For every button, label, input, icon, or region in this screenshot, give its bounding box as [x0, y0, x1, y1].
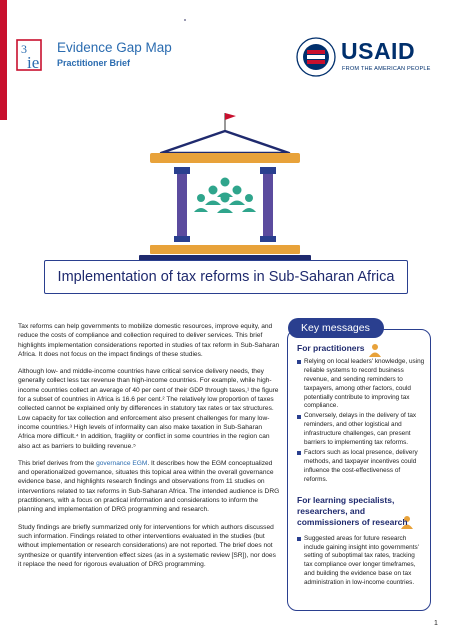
governance-egm-link[interactable]: governance EGM: [96, 459, 148, 467]
group-icon: [194, 178, 256, 214]
key-messages-content: [297, 344, 425, 589]
key-message-item: Relying on local leaders' knowledge, using reliable systems to record business revenue, and sending reminders to taxpayers, among other factors, could potentially contribute to improving tax compliance.: [297, 358, 425, 411]
page-number: 1: [434, 620, 438, 627]
body-text: [18, 322, 280, 577]
3ie-logo: [16, 38, 56, 74]
key-messages-header: Key messages: [288, 318, 384, 338]
body-paragraph: Study findings are briefly summarized only for interventions for which authors discussed such information. Findings related to other interventions evaluated in the studies (but without implementation or research considerations) are not reported. The brief does not synthesize or quantify intervention effect sizes (as in a systematic review [SR]), nor does it replace the need for rigorous evaluation of DRG programming.: [18, 523, 276, 568]
key-message-item: Factors such as local presence, delivery methods, and taxpayer incentives could influence the cost-effectiveness of reforms.: [297, 449, 425, 485]
brief-series-title: Evidence Gap Map: [57, 40, 172, 55]
report-title-banner: [44, 260, 408, 294]
brief-series-subtitle: Practitioner Brief: [57, 58, 131, 68]
research-heading: For learning specialists, researchers, and commissioners of research: [297, 494, 408, 527]
body-paragraph: Tax reforms can help governments to mobilize domestic resources, improve equity, and reduce the costs of compliance and collection required to deliver services. This brief highlights implementation considerations reported in studies of tax reform in Sub-Saharan Africa. It does not focus on the impact findings of these studies.: [18, 323, 280, 358]
practitioners-list: [297, 358, 425, 485]
key-message-item: Suggested areas for future research include gaining insight into governments' setting of suboptimal tax rates, tracking tax compliance over longer timeframes, and building the evidence base on tax administration in low-income countries.: [297, 535, 425, 588]
svg-text:3: 3: [21, 42, 27, 56]
practitioners-heading: For practitioners: [297, 343, 365, 353]
decorative-dot: [184, 19, 186, 21]
usaid-tagline: FROM THE AMERICAN PEOPLE: [342, 66, 431, 72]
key-message-item: Conversely, delays in the delivery of tax reminders, and other logistical and infrastructure challenges, can present barriers to implementing tax reforms.: [297, 412, 425, 448]
svg-text:ie: ie: [27, 53, 40, 72]
usaid-wordmark: USAID: [341, 38, 416, 64]
report-title: Implementation of tax reforms in Sub-Saharan Africa: [57, 269, 395, 285]
body-paragraph: Although low- and middle-income countries have critical service delivery needs, they generally collect less tax revenue than high-income countries. For example, while high-income countries collect an average of 40 per cent of their GDP through taxes,¹ the figure for a subset of countries in Africa is 16.6 per cent.² The relatively low proportion of taxes collected cannot be explained only by differences in statutory tax rates or tax structures. Low capacity for tax collection and enforcement also present challenges for many low-income countries.³ High levels of informality can also make taxation in Sub-Saharan Africa more difficult.⁴ In addition, fragility or conflict in some countries in the region can also act as barriers to building revenue.⁵: [18, 368, 279, 450]
research-list: [297, 535, 425, 588]
usaid-seal: [296, 37, 336, 77]
body-paragraph: This brief derives from the governance EGM. It describes how the EGM conceptualized and operationalized governance, situates this topical area within the overall governance evidence base, and highlights research findings and observations from 11 studies on interventions related to tax reforms in Sub-Saharan Africa. The intended audience is DRG practitioners, with a focus on practical information and considerations to inform the planning and implementation of DRG programming and research.: [18, 459, 280, 514]
